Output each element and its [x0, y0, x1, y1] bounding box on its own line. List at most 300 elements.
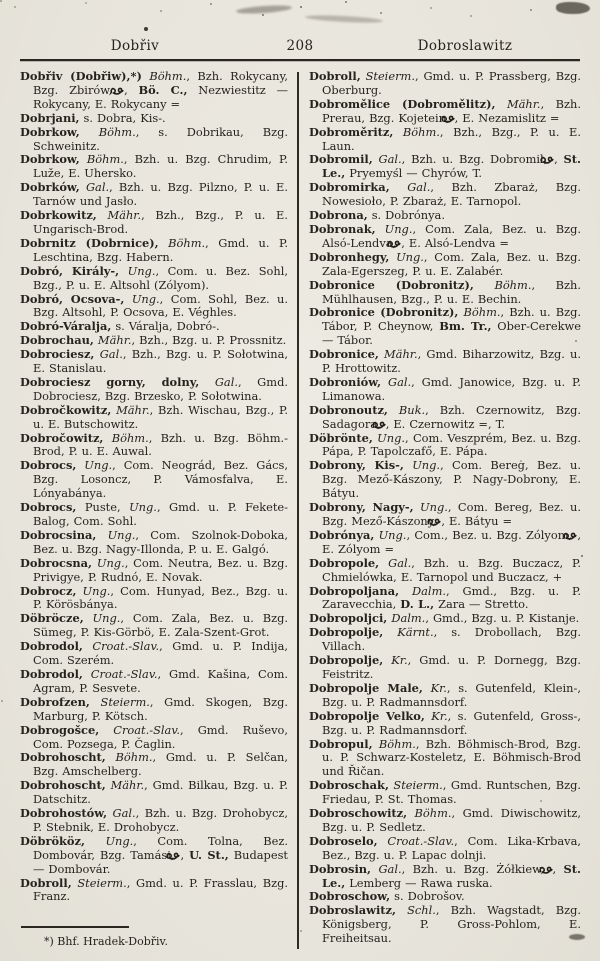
entry-text: U. St., [189, 847, 229, 862]
entry-text: , s. Dobrikau, Bzg. Schweinitz. [33, 124, 288, 153]
entry-text: , [552, 861, 564, 876]
gazetteer-entry [20, 724, 288, 752]
gazetteer-entry [309, 710, 581, 738]
entry-text: Gal. [378, 861, 402, 876]
gazetteer-entry [20, 181, 288, 209]
entry-text: , Com. Zala, Bez. u. Bzg. Zala-Egerszeg, P. u. E. Zalabér. [322, 249, 581, 278]
entry-text: Gal. [407, 180, 431, 195]
entry-text: , Bzh., Bzg., P. u. E. Laun. [322, 124, 581, 153]
gazetteer-entry [309, 432, 581, 460]
gazetteer-entry [20, 126, 288, 154]
entry-text: Kr. [430, 680, 447, 695]
entry-text [376, 222, 385, 236]
entry-text: Böhm. [494, 277, 532, 292]
entry-text: , Bzh. Prerau, Bzg. Kojetein, [322, 96, 581, 125]
entry-text: , Bzh. u. Bzg. Tábor, P. Cheynow, [322, 305, 581, 334]
gazetteer-entry [309, 98, 581, 126]
entry-text: Dobrosin, [309, 861, 372, 876]
gazetteer-entry [309, 181, 581, 209]
entry-text: Dobrkowitz, [20, 208, 97, 223]
entry-text: , Gmd., Bzg. u. P. Kistanje. [425, 611, 580, 626]
entry-text [383, 625, 397, 639]
gazetteer-entry [20, 112, 288, 126]
entry-text: Dobročkowitz, [20, 402, 112, 417]
gazetteer-entry [20, 585, 288, 613]
entry-text: Ung. [377, 430, 405, 445]
entry-text: Dobropoljci, [309, 611, 388, 626]
entry-text: s. Dobrónya. [367, 208, 445, 223]
entry-text: , Com. Sohl, Bez. u. Bzg. Altsohl, P. Ocsova, E. Véghles. [33, 291, 288, 320]
entry-text: Croat.-Slav. [113, 722, 181, 737]
entry-text: Nezwiestitz — Rokycany, E. Rokycany = [33, 82, 288, 111]
entry-text: Dobrona, [309, 208, 368, 223]
entry-text: Schl. [407, 903, 436, 918]
entry-text: Dobronice (Dobronitz), [309, 277, 474, 292]
gazetteer-entry [20, 153, 288, 181]
gazetteer-entry [309, 585, 581, 613]
gazetteer-entry [20, 293, 288, 321]
gazetteer-entry [20, 265, 288, 293]
entry-text [423, 681, 431, 695]
entry-text: Ung. [82, 583, 111, 598]
entry-text: Dobrónya, [309, 527, 375, 542]
entry-text [393, 125, 403, 139]
entry-text: Böhm. [149, 69, 187, 83]
ink-smudge-bottom [569, 934, 585, 940]
gazetteer-entry [309, 459, 581, 501]
entry-text: , [180, 847, 190, 862]
entry-text: Dobroll, [20, 875, 72, 890]
entry-text: Dobrodol, [20, 666, 83, 681]
entry-text: , [124, 82, 139, 97]
entry-text: Dobrocs, [20, 500, 77, 515]
entry-text: Buk. [398, 402, 426, 417]
entry-text [199, 375, 215, 389]
entry-text [124, 292, 131, 306]
entry-text [83, 639, 92, 653]
gazetteer-entry [309, 404, 581, 432]
gazetteer-entry [20, 779, 288, 807]
scan-noise [0, 0, 2, 2]
entry-text: Dobropolje, [309, 653, 384, 668]
gazetteer-entry [309, 626, 581, 654]
entry-text: , E. Bátyu = [441, 514, 513, 528]
gazetteer-entry [309, 223, 581, 251]
entry-text: Dobromirka, [309, 180, 390, 195]
entry-text: Gal. [388, 374, 412, 389]
entry-text: Döbrököz, [20, 833, 85, 848]
entry-text: , Gmd. Diwischowitz, Bzg. u. P. Sedletz. [322, 806, 581, 834]
entry-text: Ung. [92, 611, 121, 626]
entry-text [379, 556, 388, 570]
entry-text: , Gmd. u. P. Leschtina, Bzg. Habern. [33, 235, 288, 264]
entry-text: Ung. [96, 555, 125, 570]
entry-text: Dobronice (Dobronitz), [309, 305, 459, 320]
entry-text: Dobronak, [309, 221, 376, 236]
entry-text: Döbröcze, [20, 611, 84, 626]
entry-text: Dobrodol, [20, 639, 83, 654]
gazetteer-entry [20, 612, 288, 640]
entry-text: Dobroslawitz, [309, 903, 396, 918]
entry-text: , Com. Lika-Krbava, Bez., Bzg. u. P. Lapac dolnji. [322, 833, 581, 862]
entry-text: , Bzh. Mühlhausen, Bzg., P. u. E. Bechin. [322, 277, 581, 306]
entry-text: Lemberg — Rawa ruska. [345, 875, 493, 890]
entry-text: , Bzh. Czernowitz, Bzg. Sadagora, [322, 402, 581, 431]
gazetteer-entry [20, 640, 288, 668]
entry-text: Böhm. [168, 235, 206, 250]
entry-text: Döbrönte, [309, 430, 373, 445]
entry-text: , Com. u. Bez. Sohl, Bzg., P. u. E. Altsohl (Zólyom). [33, 263, 288, 292]
entry-text: Böhm. [111, 430, 149, 445]
gazetteer-entry [309, 279, 581, 307]
entry-text: , Gmd., Bzg. u. P. Zaravecchia, [322, 583, 581, 612]
entry-text: Puste, [76, 500, 130, 515]
entry-text [119, 264, 128, 278]
entry-text: Bö. C., [138, 82, 188, 97]
gazetteer-entry [20, 751, 288, 779]
running-header [0, 0, 600, 54]
entry-text: Gal. [85, 180, 110, 195]
entry-text: , Bzh. u. Bzg. Drohobycz, P. Stebnik, E. Drohobycz. [33, 806, 288, 834]
entry-text: Dobrohoscht, [20, 750, 106, 765]
entry-text: , Bzh. u. Bzg. Dobromil, [401, 152, 554, 167]
gazetteer-entry [20, 696, 288, 724]
entry-text: Dobrohoscht, [20, 778, 106, 793]
entry-text: Ung. [107, 527, 136, 542]
footnote-rule [21, 926, 129, 928]
entry-text: , Com. Tolna, Bez. Dombovár, Bzg. Tamási, [33, 833, 288, 862]
entry-text [390, 180, 408, 194]
entry-text: Dobropole, [309, 555, 380, 570]
entry-text: , Gmd. Skogen, Bzg. Marburg, P. Kötsch. [33, 694, 288, 723]
gazetteer-entry [309, 612, 581, 626]
entry-text: Steierm. [365, 69, 415, 83]
ink-dot [144, 27, 148, 31]
entry-text: , Com. Bereg, Bez. u. Bzg. Mező-Kászony, [322, 500, 581, 528]
entry-text: Ung. [129, 500, 157, 515]
entry-text: Dobró-Váralja, [20, 319, 112, 334]
entry-text: Ober-Cerekwe — Tábor. [322, 319, 581, 348]
entry-text: Dobropolje, [309, 625, 384, 640]
gazetteer-entry [309, 807, 581, 835]
entry-text: Ung. [127, 263, 156, 278]
entry-text: , Bzh., Bzg., P. u. E. Ungarisch-Brod. [33, 208, 288, 236]
gazetteer-entry [309, 126, 581, 154]
entry-text: Mähr. [107, 208, 142, 223]
gazetteer-entry [309, 209, 581, 223]
entry-text: Dobrociesz, [20, 347, 95, 362]
entry-text: Ung. [84, 458, 113, 473]
entry-text: Dobrochau, [20, 333, 94, 348]
entry-text: , Bzh. Rokycany, Bzg. Zbirów, [33, 69, 289, 97]
entry-text: Dobrjani, [20, 110, 80, 125]
gazetteer-entry [309, 348, 581, 376]
entry-text: Dobroll, [309, 69, 361, 83]
gazetteer-entry [309, 153, 581, 181]
entry-text: , Gmd. Bilkau, Bzg. u. P. Datschitz. [33, 778, 288, 807]
entry-text [474, 278, 495, 292]
entry-text: Croat.-Slav. [387, 833, 455, 848]
entry-text: Budapest — Dombovár. [33, 847, 288, 876]
entry-text: Ung. [105, 833, 134, 848]
footnote: *) Bhf. Hradek-Dobřiv. [44, 935, 168, 949]
entry-text [404, 458, 412, 472]
entry-text [80, 125, 99, 139]
gazetteer-entry [20, 835, 288, 877]
entry-text: , Gmd. u. P. Indija, Com. Szerém. [33, 639, 288, 668]
entry-text [495, 97, 506, 111]
entry-text: , [554, 152, 564, 167]
entry-text [99, 723, 113, 737]
gazetteer-entry [20, 668, 288, 696]
entry-text: Dobrocsna, [20, 555, 93, 570]
entry-text: Dobronhegy, [309, 249, 390, 264]
gazetteer-entry [20, 432, 288, 460]
gazetteer-entry [20, 877, 288, 905]
gazetteer-entry [309, 251, 581, 279]
entry-text: Dobromělice (Dobromělitz), [309, 96, 496, 111]
entry-text: Böhm. [98, 124, 136, 139]
entry-text: , Bzh. Zbaraż, Bzg. Nowesioło, P. Zbaraż, E. Tarnopol. [322, 180, 581, 209]
entry-text: Pryemyśl — Chyrów, T. [345, 166, 483, 181]
entry-text: Dobroměritz, [309, 124, 394, 139]
entry-text: St. Le., [322, 152, 581, 181]
gazetteer-entry [20, 501, 288, 529]
entry-text: Böhm. [86, 152, 124, 167]
entry-text: Dobrnitz (Dobrnice), [20, 235, 159, 250]
entry-text: , Gmd. Janowice, Bzg. u. P. Limanowa. [322, 374, 581, 403]
gazetteer-entry [20, 70, 288, 112]
gazetteer-entry [20, 557, 288, 585]
entry-text: , Bzh. u. Bzg. Pilzno, P. u. E. Tarnów und Jasło. [33, 180, 288, 209]
entry-text: Dobrony, Kis-, [309, 458, 404, 473]
entry-text: , Com. Zala, Bez. u. Bzg. Sümeg, P. Kis-Görbö, E. Zala-Szent-Grot. [33, 611, 288, 640]
header-first-entry: Dobřiv [110, 38, 160, 54]
entry-text: Dobronoutz, [309, 402, 388, 417]
entry-text: Dobroschowitz, [309, 806, 408, 821]
entry-text: Dobrofzen, [20, 694, 90, 709]
entry-text: Dobroschow, [309, 889, 391, 904]
entry-text: Bm. Tr., [439, 319, 492, 334]
entry-text: Dalm. [412, 583, 446, 598]
entry-text: Dobrkow, [20, 152, 80, 167]
entry-text: , Gmd. u. P. Fekete-Balog, Com. Sohl. [33, 500, 288, 528]
gazetteer-entry [309, 529, 581, 557]
entry-text: Dobrocz, [20, 583, 77, 598]
entry-text: Ung. [396, 249, 424, 264]
entry-text [90, 695, 101, 709]
entry-text: Kr. [391, 653, 408, 668]
entry-text: , Bzh., Bzg. u. P. Prossnitz. [131, 333, 287, 348]
entry-text: , s. Drobollach, Bzg. Villach. [322, 625, 581, 654]
entry-text [388, 403, 399, 417]
entry-text: , Com., Bez. u. Bzg. Zólyom, [406, 527, 577, 542]
entry-text: , Gmd. Ruševo, Com. Pozsega, P. Čaglin. [33, 722, 288, 751]
entry-text: Dobrocsina, [20, 527, 97, 542]
entry-text: Dobró, Király-, [20, 263, 120, 278]
gazetteer-entry [309, 654, 581, 682]
gazetteer-entry [20, 209, 288, 237]
entry-text: Dobroschak, [309, 778, 389, 793]
gazetteer-entry [20, 529, 288, 557]
ink-smudge-corner [556, 2, 590, 14]
entry-text: Croat.-Slav. [92, 639, 160, 654]
entry-text [84, 611, 93, 625]
entry-text: Böhm. [402, 124, 440, 139]
entry-text: Dobropul, [309, 736, 373, 751]
entry-text: Dobrohostów, [20, 806, 108, 821]
gazetteer-entry [309, 863, 581, 891]
gazetteer-entry [20, 348, 288, 376]
entry-text: Ung. [378, 527, 407, 542]
gazetteer-entry [309, 835, 581, 863]
gazetteer-entry [20, 404, 288, 432]
header-last-entry: Dobroslawitz [417, 38, 513, 54]
entry-text [103, 431, 111, 445]
entry-text: Dobrociesz gorny, dolny, [20, 374, 200, 389]
entry-text: Dobromil, [309, 152, 373, 167]
entry-text [96, 528, 107, 542]
entry-text: , E. Czernowitz =, T. [385, 416, 506, 431]
entry-text: , Gmd. Biharzowitz, Bzg. u. P. Hrottowitz. [322, 347, 582, 376]
entry-text: , Bzh. u. Bzg. Żółkiew, [401, 861, 552, 876]
entry-text: , Com. Bereg, Bez. u. Bzg. Mező-Kászony, P. Nagy-Dobrony, E. Bátyu. [322, 458, 581, 501]
entry-text: Ung. [131, 291, 160, 306]
entry-text: Gal. [112, 806, 136, 821]
entry-text [381, 375, 388, 389]
entry-text [396, 903, 407, 917]
entry-text: Gal. [214, 374, 238, 389]
gazetteer-entry [309, 501, 581, 529]
entry-text: , Com. Zala, Bez. u. Bzg. Alsó-Lendva, [322, 221, 581, 250]
entry-text: , Com. Veszprém, Bez. u. Bzg. Pápa, P. Tapolczafő, E. Pápa. [322, 430, 581, 459]
entry-text: Dobropolje Velko, [309, 708, 425, 723]
entry-text: , Gmd. u. P. Frasslau, Bzg. Franz. [33, 875, 288, 904]
entry-text: Gal. [378, 152, 402, 167]
gazetteer-entry [20, 807, 288, 835]
entry-text: , E. Alsó-Lendva = [401, 235, 509, 250]
entry-text: Ung. [384, 221, 413, 236]
entry-text: , Bzh. Wagstadt, Bzg. Königsberg, P. Gross-Pohlom, E. Freiheitsau. [322, 903, 581, 946]
entry-text: , Bzh. u. Bzg. Böhm.-Brod, P. u. E. Auwal. [33, 430, 288, 459]
entry-text [407, 806, 414, 820]
entry-text [80, 152, 87, 166]
entry-text: Mähr. [116, 402, 150, 417]
entry-text: , Gmd. Runtschen, Bzg. Friedau, P. St. Thomas. [322, 778, 581, 807]
entry-text: Steierm. [393, 778, 443, 793]
column-divider [297, 72, 299, 949]
entry-text: Kärnt. [397, 625, 434, 640]
entry-text: , Bzh. u. Bzg. Buczacz, P. Chmielówka, E. Tarnopol und Buczacz, + [322, 555, 581, 584]
entry-text: Mähr. [110, 778, 145, 793]
left-column [20, 70, 288, 949]
gazetteer-entry [309, 557, 581, 585]
page-number: 208 [286, 38, 314, 54]
entry-text: Böhm. [463, 305, 501, 320]
entry-text: , Com. Szolnok-Doboka, Bez. u. Bzg. Nagy-Illonda, P. u. E. Galgó. [33, 527, 288, 556]
entry-text: , Bzh., Bzg. u. P. Sołotwina, E. Stanislau. [33, 347, 288, 376]
entry-text: Mähr. [383, 347, 418, 362]
entry-text: , Bzh. u. Bzg. Chrudim, P. Luže, E. Uhersko. [33, 152, 288, 181]
entry-text: Dobropolje Male, [309, 680, 423, 695]
entry-text: Dobročowitz, [20, 430, 104, 445]
entry-text: , s. Gutenfeld, Klein-, Bzg. u. P. Radmannsdorf. [322, 680, 581, 709]
entry-text: Gal. [99, 347, 123, 362]
gazetteer-entry [309, 779, 581, 807]
gazetteer-entry [20, 237, 288, 265]
entry-text: , Gmd. u. P. Selčan, Bzg. Amschelberg. [33, 750, 288, 779]
gazetteer-entry [309, 738, 581, 780]
entry-text [159, 236, 169, 250]
entry-text: Dalm. [391, 611, 426, 626]
entry-text: s. Dobra, Kis-. [79, 110, 166, 125]
entry-text: , Bzh. Wischau, Bzg., P. u. E. Butschowitz. [33, 402, 288, 431]
entry-text: Steierm. [100, 694, 150, 709]
entry-text: Dobroselo, [309, 833, 378, 848]
entry-text [83, 667, 91, 681]
gazetteer-entry [20, 459, 288, 501]
entry-text: , E. Nezamislitz = [454, 110, 560, 125]
entry-text [97, 208, 108, 222]
entry-text: Ung. [420, 500, 448, 515]
entry-text: Dobrocs, [20, 458, 77, 473]
entry-text: Dobrony, Nagy-, [309, 500, 414, 515]
entry-text: Zara — Stretto. [434, 597, 529, 612]
entry-text: , s. Gutenfeld, Gross-, Bzg. u. P. Radmannsdorf. [322, 708, 581, 737]
entry-text: , Gmd. Kašina, Com. Agram, P. Sesvete. [33, 666, 289, 695]
entry-text: , Gmd. u. P. Prassberg, Bzg. Oberburg. [322, 69, 581, 97]
entry-text: Dobřiv (Dobřiw),*) [20, 69, 142, 83]
gazetteer-entry [309, 890, 581, 904]
entry-text: Dobropoljana, [309, 583, 400, 598]
gazetteer-entry [20, 334, 288, 348]
text-columns [0, 61, 600, 949]
entry-text: , Com. Hunyad, Bez., Bzg. u. P. Körösbánya. [33, 583, 288, 612]
entry-text: , E. Zólyom = [322, 527, 582, 556]
entry-text: Dobrogošce, [20, 722, 100, 737]
entry-text: , Gmd. Dobrociesz, Bzg. Brzesko, P. Sołotwina. [33, 374, 288, 403]
entry-text: Mähr. [506, 96, 541, 111]
entry-text: , Com. Neográd, Bez. Gács, Bzg. Losoncz, P. Vámosfalva, E. Lónyabánya. [33, 458, 288, 501]
entry-text: St. Le., [322, 861, 581, 890]
entry-text: Dobrkow, [20, 124, 80, 139]
gazetteer-entry [309, 306, 581, 348]
entry-text: Gal. [388, 555, 412, 570]
entry-text [399, 584, 412, 598]
gazetteer-entry [309, 682, 581, 710]
entry-text: Ung. [412, 458, 441, 473]
entry-text: Steierm. [77, 875, 127, 890]
entry-text [85, 834, 105, 848]
entry-text: Böhm. [414, 806, 452, 821]
entry-text: Kr. [431, 708, 448, 723]
entry-text: , Com. Neutra, Bez. u. Bzg. Privigye, P. Rudnó, E. Novak. [33, 555, 288, 584]
entry-text: , Gmd. u. P. Dornegg, Bzg. Feistritz. [322, 653, 581, 681]
entry-text: Dobró, Ocsova-, [20, 291, 125, 306]
entry-text: Böhm. [115, 750, 153, 765]
right-column [309, 70, 581, 949]
entry-text: , Bzh. Böhmisch-Brod, Bzg. u. P. Schwarz-Kosteletz, E. Böhmisch-Brod und Řičan. [322, 736, 581, 779]
entry-text: s. Dobrošov. [390, 889, 465, 904]
entry-text: Mähr. [97, 333, 132, 348]
gazetteer-entry [309, 70, 581, 98]
gazetteer-entry [20, 376, 288, 404]
gazetteer-entry [309, 376, 581, 404]
entry-text: D. L., [400, 597, 435, 612]
gazetteer-entry [20, 320, 288, 334]
entry-text: Dobronice, [309, 347, 379, 362]
entry-text: Böhm. [378, 736, 416, 751]
